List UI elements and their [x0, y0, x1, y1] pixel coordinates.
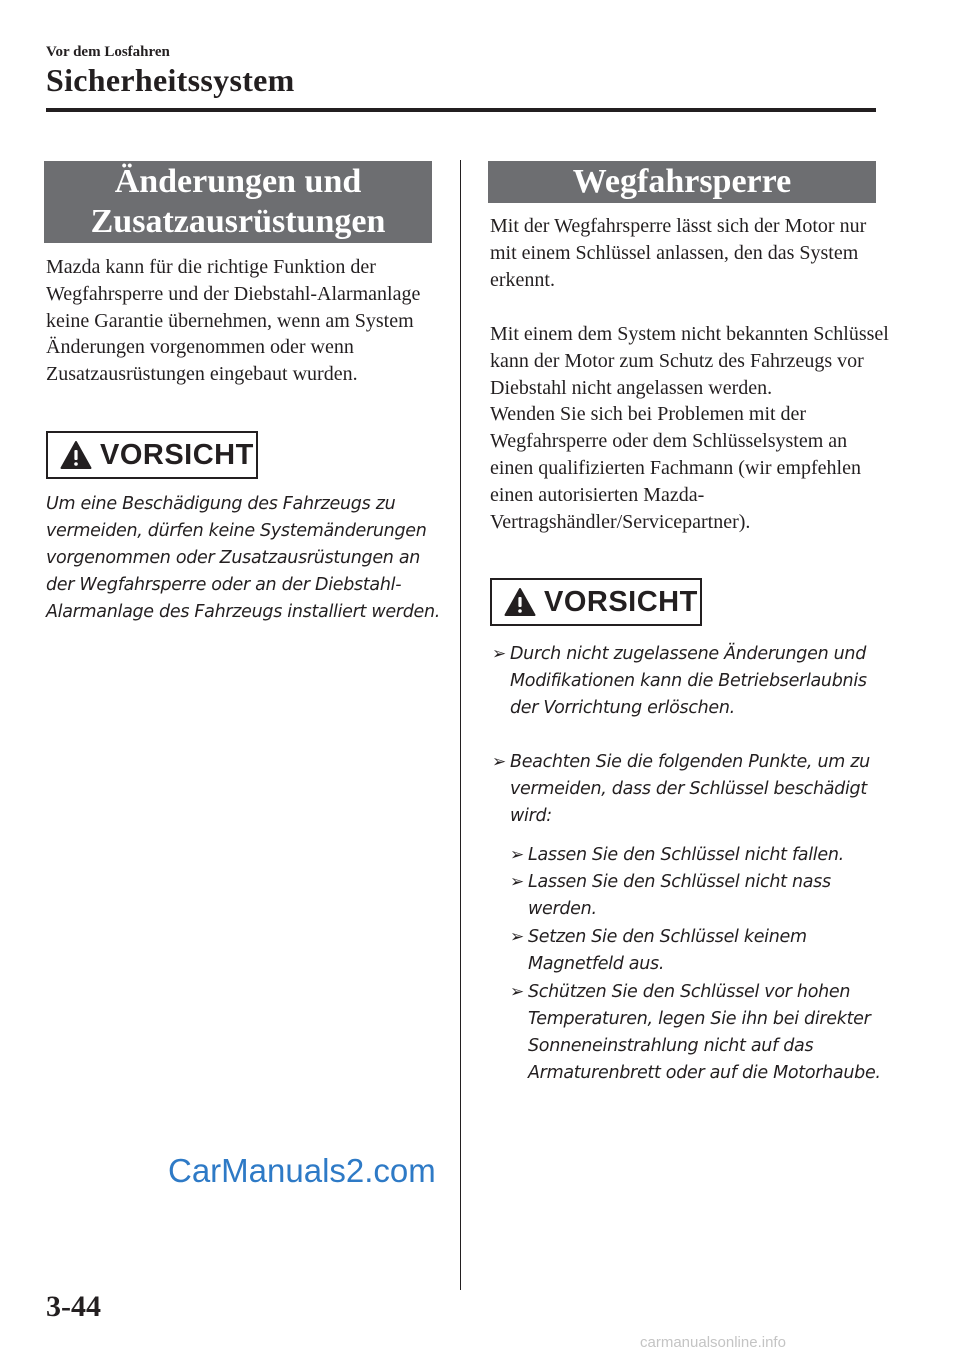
- arrow-bullet-icon: ➢: [510, 927, 524, 947]
- warning-triangle-icon: [60, 440, 92, 470]
- arrow-bullet-icon: ➢: [492, 644, 506, 664]
- caution-sub-bullet-4: [510, 979, 882, 1087]
- aenderungen-paragraph: Mazda kann für die richtige Funktion der Wegfahrsperre und der Diebstahl-Alarmanlage keine Garantie übernehmen, wenn am System Änderungen vorgenommen oder wenn Zusatzausrüstungen eingebaut wurden.: [46, 256, 421, 386]
- caution-sub-bullet-3: [510, 924, 882, 978]
- caution-box-left: [46, 431, 258, 479]
- wegfahrsperre-paragraph-3: Wenden Sie sich bei Problemen mit der Wegfahrsperre oder dem Schlüsselsystem an einen qualifizierten Fachmann (wir empfehlen einen autorisierten Mazda-Vertragshändler/Servicepartner).: [490, 403, 861, 533]
- chapter-title: Vor dem Losfahren: [46, 44, 170, 60]
- column-divider: [460, 160, 461, 1290]
- caution-bullet-1: [492, 641, 882, 722]
- wegfahrsperre-paragraph-1: Mit der Wegfahrsperre lässt sich der Motor nur mit einem Schlüssel anlassen, den das System erkennt.: [490, 215, 867, 291]
- header-rule: [46, 108, 876, 112]
- bullet-text: Beachten Sie die folgenden Punkte, um zu vermeiden, dass der Schlüssel beschädigt wird:: [510, 752, 870, 826]
- arrow-bullet-icon: ➢: [510, 982, 524, 1002]
- wegfahrsperre-paragraph-2: Mit einem dem System nicht bekannten Schlüssel kann der Motor zum Schutz des Fahrzeugs vor Diebstahl nicht angelassen werden.: [490, 323, 889, 399]
- heading-aenderungen: [44, 161, 432, 243]
- sub-bullet-text: Lassen Sie den Schlüssel nicht fallen.: [528, 845, 844, 865]
- caution-bullet-2: [492, 749, 882, 830]
- heading-wegfahrsperre: Wegfahrsperre: [488, 161, 876, 203]
- caution-label: VORSICHT: [100, 438, 254, 471]
- warning-triangle-icon: [504, 587, 536, 617]
- caution-text-left: Um eine Beschädigung des Fahrzeugs zu vermeiden, dürfen keine Systemänderungen vorgenommen oder Zusatzausrüstungen an der Wegfahrsperre oder an der Diebstahl-Alarmanlage des Fahrzeugs installiert werden.: [46, 494, 441, 622]
- caution-sub-bullet-1: [510, 842, 882, 869]
- bullet-text: Durch nicht zugelassene Änderungen und Modifikationen kann die Betriebserlaubnis der Vorrichtung erlöschen.: [510, 644, 867, 718]
- sub-bullet-text: Schützen Sie den Schlüssel vor hohen Temperaturen, legen Sie ihn bei direkter Sonneneinstrahlung nicht auf das Armaturenbrett oder auf die Motorhaube.: [528, 982, 881, 1083]
- sub-bullet-text: Lassen Sie den Schlüssel nicht nass werden.: [528, 872, 831, 919]
- arrow-bullet-icon: ➢: [492, 752, 506, 772]
- page-number: 3-44: [46, 1290, 101, 1323]
- caution-box-right: [490, 578, 702, 626]
- heading-line-1: Änderungen und: [114, 163, 362, 200]
- heading-line-2: Zusatzausrüstungen: [90, 203, 386, 240]
- caution-sub-bullet-2: [510, 869, 882, 923]
- sub-bullet-text: Setzen Sie den Schlüssel keinem Magnetfeld aus.: [528, 927, 807, 974]
- caution-label: VORSICHT: [544, 585, 698, 618]
- watermark: CarManuals2.com: [168, 1152, 436, 1189]
- arrow-bullet-icon: ➢: [510, 845, 524, 865]
- arrow-bullet-icon: ➢: [510, 872, 524, 892]
- wegfahrsperre-paragraph-2-group: [490, 321, 890, 535]
- footer-site-watermark: carmanualsonline.info: [640, 1334, 786, 1351]
- section-title: Sicherheitssystem: [46, 62, 295, 98]
